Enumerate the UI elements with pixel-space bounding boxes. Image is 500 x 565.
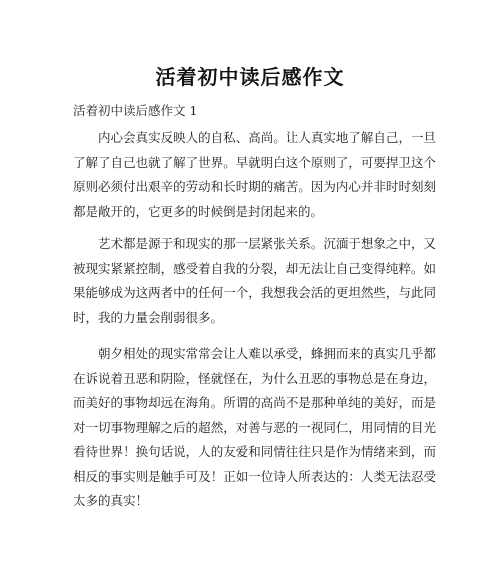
document-title: 活着初中读后感作文 [155, 65, 345, 89]
document-subtitle: 活着初中读后感作文 1 [73, 103, 198, 118]
paragraph-2: 艺术都是源于和现实的那一层紧张关系。沉湎于想象之中，又被现实紧紧控制，感受着自我的分裂，却无法让自己变得纯粹。如果能够成为这两者中的任何一个，我想我会活的更坦然些，与此同时，我的力量会削弱很多。 [73, 236, 436, 325]
document-body [0, 126, 500, 514]
paragraph-3: 朝夕相处的现实常常会让人难以承受，蜂拥而来的真实几乎都在诉说着丑恶和阴险，怪就怪在，为什么丑恶的事物总是在身边，而美好的事物却远在海角。所谓的高尚不是那种单纯的美好，而是对一切事物理解之后的超然，对善与恶的一视同仁，用同情的目光看待世界！换句话说，人的友爱和同情往往只是作为情绪来到，而相反的事实则是触手可及！正如一位诗人所表达的：人类无法忍受太多的真实！ [73, 346, 436, 508]
paragraph-1: 内心会真实反映人的自私、高尚。让人真实地了解自己，一旦了解了自己也就了解了世界。早就明白这个原则了，可要捍卫这个原则必须付出艰辛的劳动和长时期的痛苦。因为内心并非时时刻刻都是敞开的，它更多的时候倒是封闭起来的。 [73, 130, 436, 219]
